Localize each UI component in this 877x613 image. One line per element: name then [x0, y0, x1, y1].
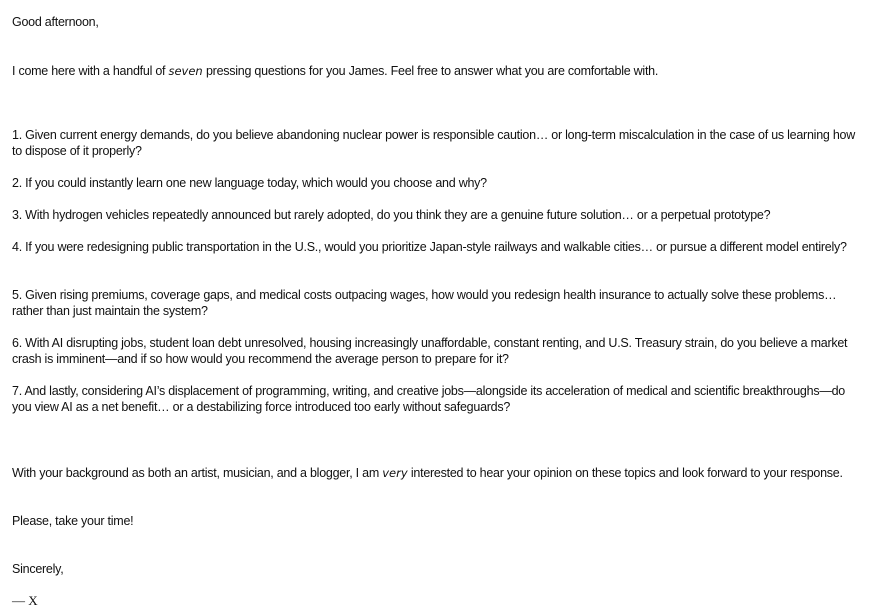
greeting: Good afternoon, — [12, 15, 99, 29]
intro-paragraph — [12, 63, 867, 79]
question-6: 6. With AI disrupting jobs, student loan debt unresolved, housing increasingly unaffordable, constant renting, and U.S. Treasury strain, do you believe a market crash is imminent—and if so how would you recommend the average person to prepare for it? — [12, 336, 848, 366]
closing-text-start: With your background as both an artist, musician, and a blogger, I am — [12, 466, 383, 480]
question-5: 5. Given rising premiums, coverage gaps, and medical costs outpacing wages, how would you redesign health insurance to actually solve these problems… rather than just maintain the system? — [12, 288, 837, 318]
signoff: Sincerely, — [12, 562, 64, 576]
intro-emphasis: seven — [168, 64, 203, 78]
intro-text-end: pressing questions for you James. Feel free to answer what you are comfortable with. — [202, 64, 659, 78]
question-7: 7. And lastly, considering AI’s displacement of programming, writing, and creative jobs—alongside its acceleration of medical and scientific breakthroughs—do you view AI as a net benefit… or a destabilizing force introduced too early without safeguards? — [12, 384, 845, 414]
question-1: 1. Given current energy demands, do you believe abandoning nuclear power is responsible caution… or long-term miscalculation in the case of us learning how to dispose of it properly? — [12, 128, 856, 158]
question-4: 4. If you were redesigning public transportation in the U.S., would you prioritize Japan-style railways and walkable cities… or pursue a different model entirely? — [12, 240, 847, 254]
signature: — X — [12, 593, 38, 608]
closing-emphasis: very — [382, 466, 408, 480]
closing-paragraph — [12, 465, 867, 481]
request-line: Please, take your time! — [12, 514, 134, 528]
question-3: 3. With hydrogen vehicles repeatedly announced but rarely adopted, do you think they are a genuine future solution… or a perpetual prototype? — [12, 208, 771, 222]
closing-text-end: interested to hear your opinion on these topics and look forward to your response. — [407, 466, 843, 480]
intro-text-start: I come here with a handful of — [12, 64, 169, 78]
question-2: 2. If you could instantly learn one new language today, which would you choose and why? — [12, 176, 487, 190]
